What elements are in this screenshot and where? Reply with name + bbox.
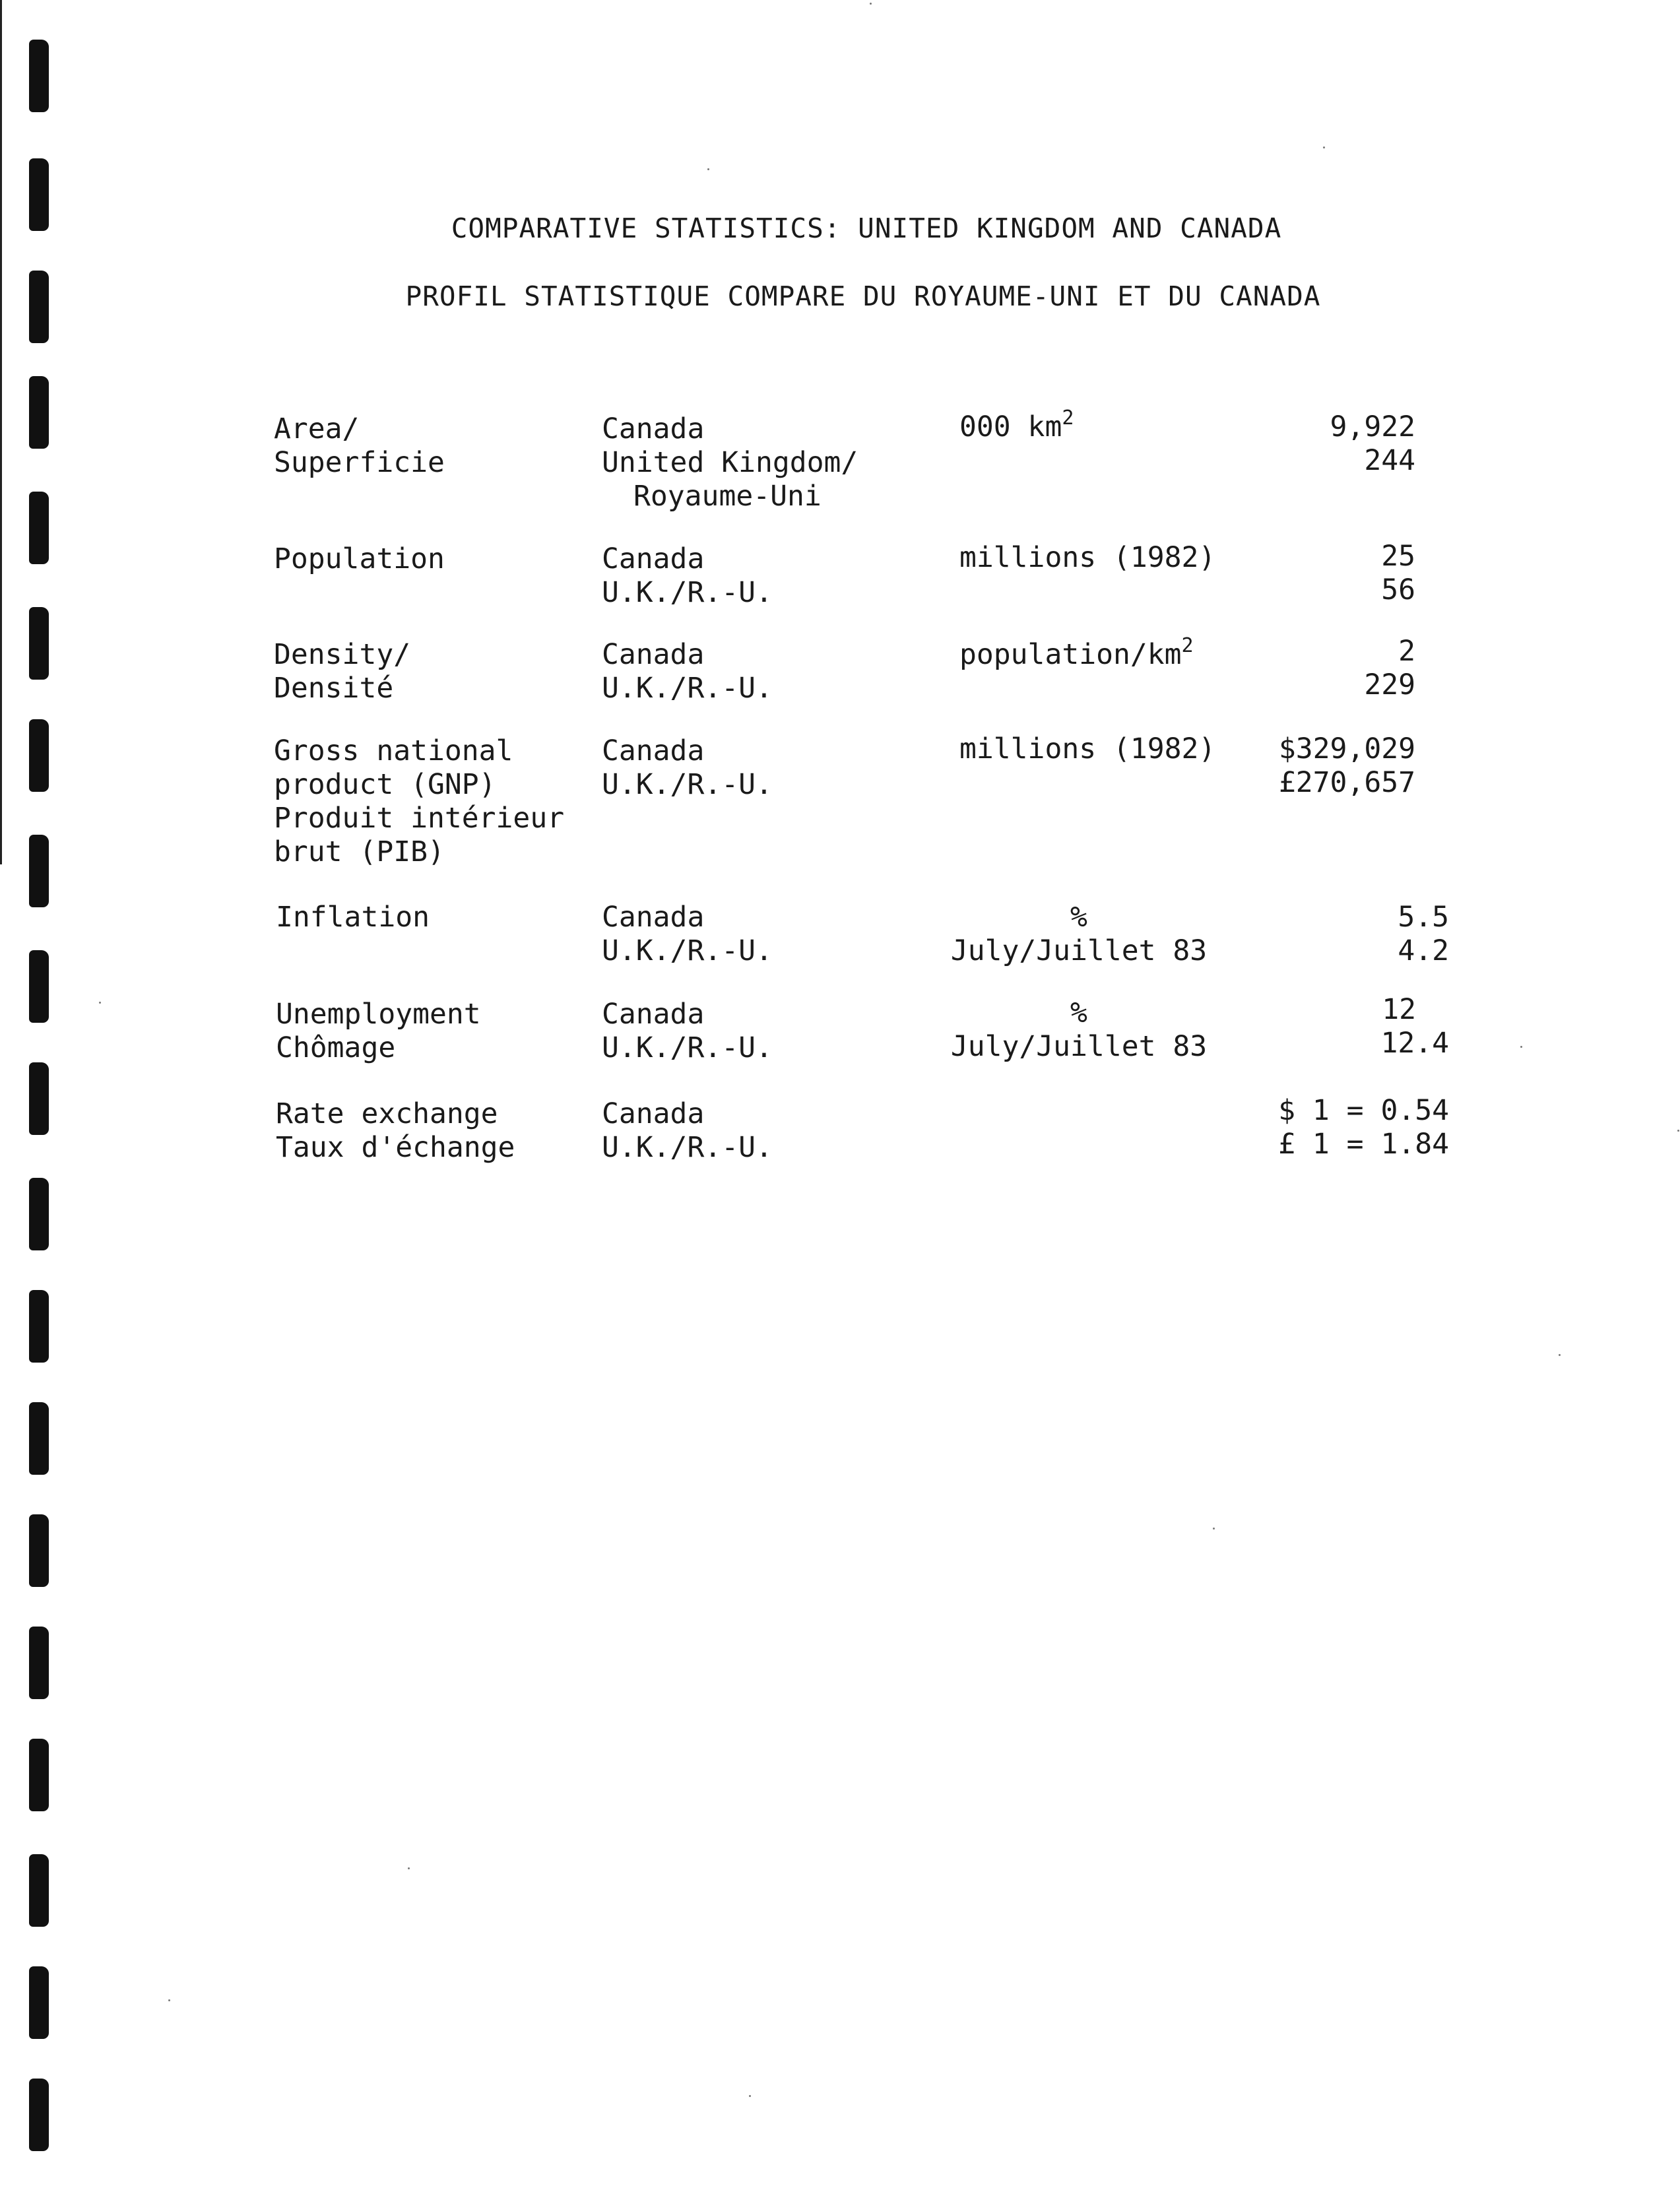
binder-hole <box>29 1854 49 1927</box>
binder-hole <box>29 1062 49 1135</box>
binder-hole <box>29 835 49 907</box>
gnp-label <box>274 734 564 869</box>
binder-margin <box>0 0 79 2194</box>
population-unit <box>959 541 1215 575</box>
unit-period: July/Juillet 83 <box>950 1030 1208 1063</box>
scan-speck <box>1677 1130 1679 1132</box>
binder-hole <box>29 2079 49 2151</box>
label-line: Area/ <box>274 412 360 445</box>
label-line: product (GNP) <box>274 768 496 801</box>
gnp-values <box>1241 732 1415 800</box>
country-canada: Canada <box>602 638 705 671</box>
binder-hole <box>29 1966 49 2039</box>
inflation-unit <box>940 901 1217 968</box>
unit-superscript: 2 <box>1181 634 1194 657</box>
unit-superscript: 2 <box>1062 406 1074 430</box>
label-line: Density/ <box>274 638 411 671</box>
unemployment-countries <box>602 998 773 1065</box>
exchange-values <box>1241 1094 1449 1161</box>
country-canada: Canada <box>602 542 705 575</box>
gnp-unit <box>959 732 1215 766</box>
scan-speck <box>1213 1528 1215 1530</box>
value-uk: 244 <box>1364 444 1415 477</box>
binder-hole <box>29 492 49 564</box>
binder-hole <box>29 607 49 680</box>
inflation-values <box>1241 901 1449 968</box>
density-label <box>274 638 410 705</box>
value-canada: 2 <box>1398 635 1415 668</box>
value-uk: 12.4 <box>1380 1027 1449 1060</box>
country-canada: Canada <box>602 412 705 445</box>
binder-hole <box>29 950 49 1023</box>
label-line: Taux d'échange <box>276 1131 515 1164</box>
area-countries <box>602 412 858 513</box>
area-values <box>1241 410 1415 478</box>
label-line: Produit intérieur <box>274 802 565 835</box>
area-unit <box>959 406 1074 444</box>
label-line: Population <box>274 542 445 575</box>
country-uk: U.K./R.-U. <box>602 934 773 967</box>
country-uk: U.K./R.-U. <box>602 672 773 705</box>
unit-text: millions (1982) <box>959 541 1216 574</box>
value-uk: £270,657 <box>1278 766 1415 799</box>
scan-speck <box>1559 1354 1561 1356</box>
page-title: COMPARATIVE STATISTICS: UNITED KINGDOM AND CANADA <box>451 212 1282 244</box>
country-uk: U.K./R.-U. <box>602 1031 773 1064</box>
label-line: Unemployment <box>276 998 481 1031</box>
value-canada: 25 <box>1381 540 1415 573</box>
scan-speck <box>707 168 709 170</box>
label-line: Gross national <box>274 734 513 767</box>
page-subtitle-french: PROFIL STATISTIQUE COMPARE DU ROYAUME-UNI ET DU CANADA <box>405 280 1321 312</box>
scan-speck <box>99 1002 101 1004</box>
population-label <box>274 542 445 576</box>
area-label <box>274 412 445 480</box>
binder-hole <box>29 1627 49 1699</box>
unemployment-values <box>1241 993 1449 1060</box>
binder-hole <box>29 1514 49 1587</box>
value-uk: £ 1 = 1.84 <box>1278 1128 1449 1161</box>
country-uk: U.K./R.-U. <box>602 576 773 609</box>
exchange-label <box>276 1097 515 1165</box>
label-line: Chômage <box>276 1031 396 1064</box>
value-canada: 5.5 <box>1398 901 1449 934</box>
binder-hole <box>29 376 49 449</box>
binder-hole <box>29 719 49 792</box>
unit-text: 000 km <box>959 410 1062 443</box>
value-canada: $329,029 <box>1278 732 1415 765</box>
country-canada: Canada <box>602 734 705 767</box>
country-canada: Canada <box>602 998 705 1031</box>
label-line: Inflation <box>276 901 430 934</box>
exchange-countries <box>602 1097 773 1165</box>
label-line: Densité <box>274 672 394 705</box>
binder-hole <box>29 1402 49 1475</box>
value-canada: 12 <box>1382 993 1416 1026</box>
label-line: brut (PIB) <box>274 835 445 868</box>
density-unit <box>959 634 1194 672</box>
value-uk: 229 <box>1364 668 1415 701</box>
population-values <box>1241 540 1415 607</box>
density-countries <box>602 638 773 705</box>
gnp-countries <box>602 734 773 802</box>
inflation-label <box>276 901 430 934</box>
unit-percent: % <box>1070 901 1087 934</box>
country-uk: U.K./R.-U. <box>602 768 773 801</box>
unemployment-label <box>276 998 481 1065</box>
label-line: Rate exchange <box>276 1097 498 1130</box>
binder-hole <box>29 1178 49 1250</box>
page-edge-line <box>0 0 2 864</box>
population-countries <box>602 542 773 610</box>
scan-speck <box>749 2095 751 2097</box>
country-uk: U.K./R.-U. <box>602 1131 773 1164</box>
unit-text: millions (1982) <box>959 732 1216 765</box>
value-canada: 9,922 <box>1330 410 1415 443</box>
label-line: Superficie <box>274 446 445 479</box>
country-canada: Canada <box>602 1097 705 1130</box>
unit-period: July/Juillet 83 <box>950 934 1208 967</box>
value-canada: $ 1 = 0.54 <box>1278 1094 1449 1127</box>
binder-hole <box>29 1739 49 1811</box>
inflation-countries <box>602 901 773 968</box>
scan-speck <box>870 3 872 5</box>
value-uk: 56 <box>1381 573 1415 606</box>
country-uk-fr: Royaume-Uni <box>633 480 822 513</box>
scan-speck <box>408 1867 410 1869</box>
unemployment-unit <box>940 996 1217 1064</box>
unit-percent: % <box>1070 996 1087 1029</box>
binder-hole <box>29 1290 49 1363</box>
value-uk: 4.2 <box>1398 934 1449 967</box>
unit-text: population/km <box>959 638 1182 671</box>
country-canada: Canada <box>602 901 705 934</box>
scan-speck <box>1323 146 1325 148</box>
country-uk: United Kingdom/ <box>602 446 858 479</box>
scan-speck <box>1520 1046 1522 1048</box>
density-values <box>1241 635 1415 702</box>
scan-speck <box>168 1999 170 2001</box>
binder-hole <box>29 40 49 112</box>
